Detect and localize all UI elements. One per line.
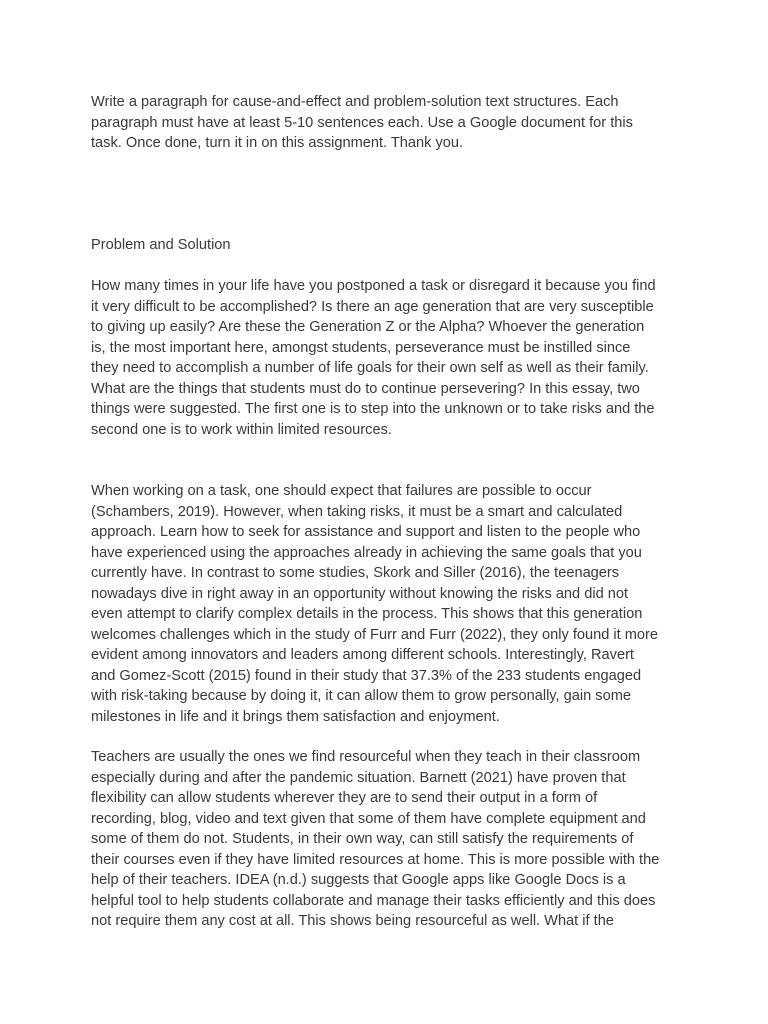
assignment-instructions: Write a paragraph for cause-and-effect and problem-solution text structures. Each paragraph must have at least 5-10 sentences each. Use a Google document for this task. Once done, turn it in on this assignment. Thank you. — [91, 94, 633, 151]
paragraph-introduction: How many times in your life have you postponed a task or disregard it because you find it very difficult to be accomplished? Is there an age generation that are very susceptible to giving up easily? Are these the Generation Z or the Alpha? Whoever the generation is, the most important here, amongst students, perseverance must be instilled since they need to accomplish a number of life goals for their own self as well as their family. What are the things that students must do to continue persevering? In this essay, two things were suggested. The first one is to step into the unknown or to take risks and the second one is to work within limited resources. — [91, 278, 656, 438]
paragraph-resourcefulness: Teachers are usually the ones we find resourceful when they teach in their classroom especially during and after the pandemic situation. Barnett (2021) have proven that flexibility can allow students wherever they are to send their output in a form of recording, blog, video and text given that some of them have complete equipment and some of them do not. Students, in their own way, can still satisfy the requirements of their courses even if they have limited resources at home. This is more possible with the help of their teachers. IDEA (n.d.) suggests that Google apps like Google Docs is a helpful tool to help students collaborate and manage their tasks efficiently and this does not require them any cost at all. This shows being resourceful as well. What if the — [91, 749, 660, 929]
section-heading: Problem and Solution — [91, 237, 231, 253]
paragraph-risk-taking: When working on a task, one should expect that failures are possible to occur (Schambers, 2019). However, when taking risks, it must be a smart and calculated approach. Learn how to seek for assistance and support and listen to the people who have experienced using the approaches already in achieving the same goals that you currently have. In contrast to some studies, Skork and Siller (2016), the teenagers nowadays dive in right away in an opportunity without knowing the risks and did not even attempt to clarify complex details in the process. This shows that this generation welcomes challenges which in the study of Furr and Furr (2022), they only found it more evident among innovators and leaders among different schools. Interestingly, Ravert and Gomez-Scott (2015) found in their study that 37.3% of the 233 students engaged with risk-taking because by doing it, it can allow them to grow personally, gain some milestones in life and it brings them satisfaction and enjoyment. — [91, 483, 658, 725]
